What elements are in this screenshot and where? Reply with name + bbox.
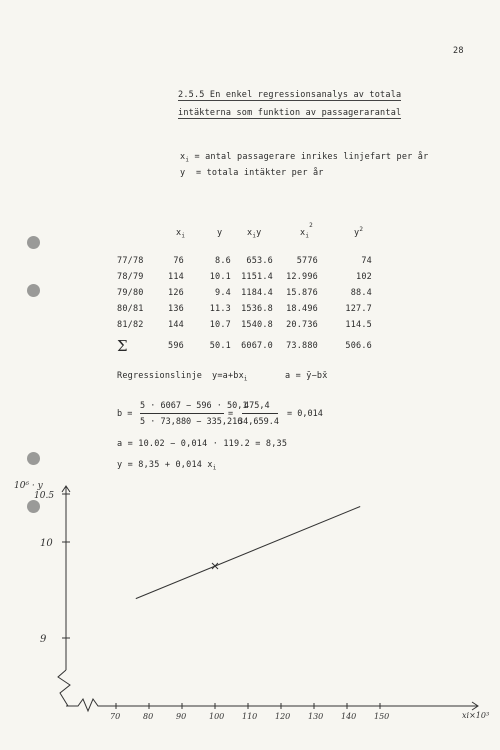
table-cell: 1540.8 [241, 320, 273, 330]
y-tick-label: 9 [40, 634, 47, 645]
definition-x [180, 152, 428, 164]
regression-label: Regressionslinje [117, 371, 203, 381]
y-tick-label: 10 [40, 538, 53, 549]
table-cell: 20.736 [286, 320, 318, 330]
page-number: 28 [453, 46, 464, 56]
regression-model [212, 371, 248, 383]
y-equation [117, 460, 217, 472]
section-heading-line2 [178, 108, 401, 118]
table-cell: 5776 [296, 256, 318, 266]
col-header-y2 [354, 226, 363, 238]
table-cell: 18.496 [286, 304, 318, 314]
table-cell: 88.4 [350, 288, 372, 298]
punch-hole [27, 236, 40, 249]
heading-text-2: intäkterna som funktion av passagerarantal [178, 108, 402, 118]
table-cell: 114 [168, 272, 184, 282]
model-sub: i [243, 375, 248, 383]
table-cell: 1184.4 [241, 288, 273, 298]
x-tick-label: 100 [209, 712, 225, 721]
sum-cell: 506.6 [345, 341, 372, 351]
x-axis [66, 699, 478, 711]
b-result: = 0,014 [287, 409, 323, 419]
table-cell: 1151.4 [241, 272, 273, 282]
y-eq-text: y = 8,35 + 0,014 x [117, 460, 213, 470]
definition-y [180, 168, 324, 178]
x-tick-label: 150 [374, 712, 390, 721]
b-numerator-2: 475,4 [244, 401, 270, 411]
fraction-bar-1 [140, 413, 224, 414]
row-label: 79/80 [117, 288, 144, 298]
sum-cell: 6067.0 [241, 341, 273, 351]
b-lhs: b = [117, 409, 133, 419]
heading-text-1: 2.5.5 En enkel regressionsanalys av totala [178, 90, 402, 100]
regression-line [136, 506, 360, 598]
b-numerator-1: 5 · 6067 − 596 · 50,1 [140, 401, 248, 411]
header-sub: i [181, 232, 186, 240]
table-cell: 11.3 [209, 304, 231, 314]
table-cell: 12.996 [286, 272, 318, 282]
row-label: 80/81 [117, 304, 144, 314]
header-main: y [217, 228, 223, 238]
row-label: 78/79 [117, 272, 144, 282]
sum-symbol: Σ [117, 337, 128, 355]
sum-cell: 73.880 [286, 341, 318, 351]
table-cell: 136 [168, 304, 184, 314]
header-main: x [176, 228, 182, 238]
def-text: = totala intäkter per år [195, 168, 324, 178]
header-sub: i [252, 232, 257, 240]
def-text: = antal passagerare inrikes linjefart per år [194, 152, 429, 162]
fraction-bar-2 [242, 413, 278, 414]
table-cell: 74 [361, 256, 372, 266]
y-eq-sub: i [212, 464, 217, 472]
x-tick-label: 110 [242, 712, 258, 721]
table-cell: 9.4 [215, 288, 231, 298]
table-cell: 126 [168, 288, 184, 298]
sum-cell: 596 [168, 341, 184, 351]
header-main: x [300, 227, 306, 238]
def-sub: i [185, 156, 190, 164]
table-cell: 653.6 [246, 256, 273, 266]
x-axis-label: xi×10³ [462, 711, 490, 720]
model-text: y=a+bx [212, 371, 244, 381]
table-cell: 10.7 [209, 320, 231, 330]
header-sup: 2 [359, 226, 364, 233]
header-sup: 2 [309, 222, 313, 229]
x-tick-label: 70 [110, 712, 121, 721]
table-cell: 114.5 [345, 320, 372, 330]
col-header-xi [176, 228, 185, 240]
y-tick-label: 10.5 [34, 491, 55, 501]
section-heading-line1 [178, 90, 401, 100]
table-cell: 144 [168, 320, 184, 330]
x-tick-label: 90 [176, 712, 187, 721]
col-header-xi2 [300, 222, 313, 240]
header-sub: i [305, 232, 310, 240]
b-equals: = [228, 409, 234, 419]
def-symbol: x [180, 152, 186, 162]
header-main: x [247, 228, 253, 238]
punch-hole [27, 452, 40, 465]
table-cell: 8.6 [215, 256, 231, 266]
col-header-xiy [247, 228, 261, 240]
def-symbol: y [180, 168, 186, 178]
b-denominator-2: 34,659.4 [238, 417, 279, 427]
regression-chart [0, 480, 500, 750]
x-tick-label: 130 [308, 712, 324, 721]
sum-cell: 50.1 [209, 341, 231, 351]
row-label: 77/78 [117, 256, 144, 266]
axis-break-y [58, 670, 70, 706]
x-tick-label: 140 [341, 712, 357, 721]
header-main: y [354, 227, 360, 238]
punch-hole [27, 284, 40, 297]
a-formula: a = ȳ−bx̄ [285, 371, 328, 381]
x-tick-label: 80 [143, 712, 154, 721]
row-label: 81/82 [117, 320, 144, 330]
table-cell: 127.7 [345, 304, 372, 314]
x-tick-label: 120 [275, 712, 291, 721]
b-denominator-1: 5 · 73,880 − 335,216 [140, 417, 243, 427]
table-cell: 1536.8 [241, 304, 273, 314]
table-cell: 10.1 [209, 272, 231, 282]
header-after: y [256, 228, 262, 238]
y-axis-label: 10⁶ · y [14, 481, 43, 491]
table-cell: 15.876 [286, 288, 318, 298]
table-cell: 102 [356, 272, 372, 282]
a-computation: a = 10.02 − 0,014 · 119.2 = 8,35 [117, 439, 288, 449]
table-cell: 76 [173, 256, 184, 266]
col-header-y [217, 228, 222, 238]
